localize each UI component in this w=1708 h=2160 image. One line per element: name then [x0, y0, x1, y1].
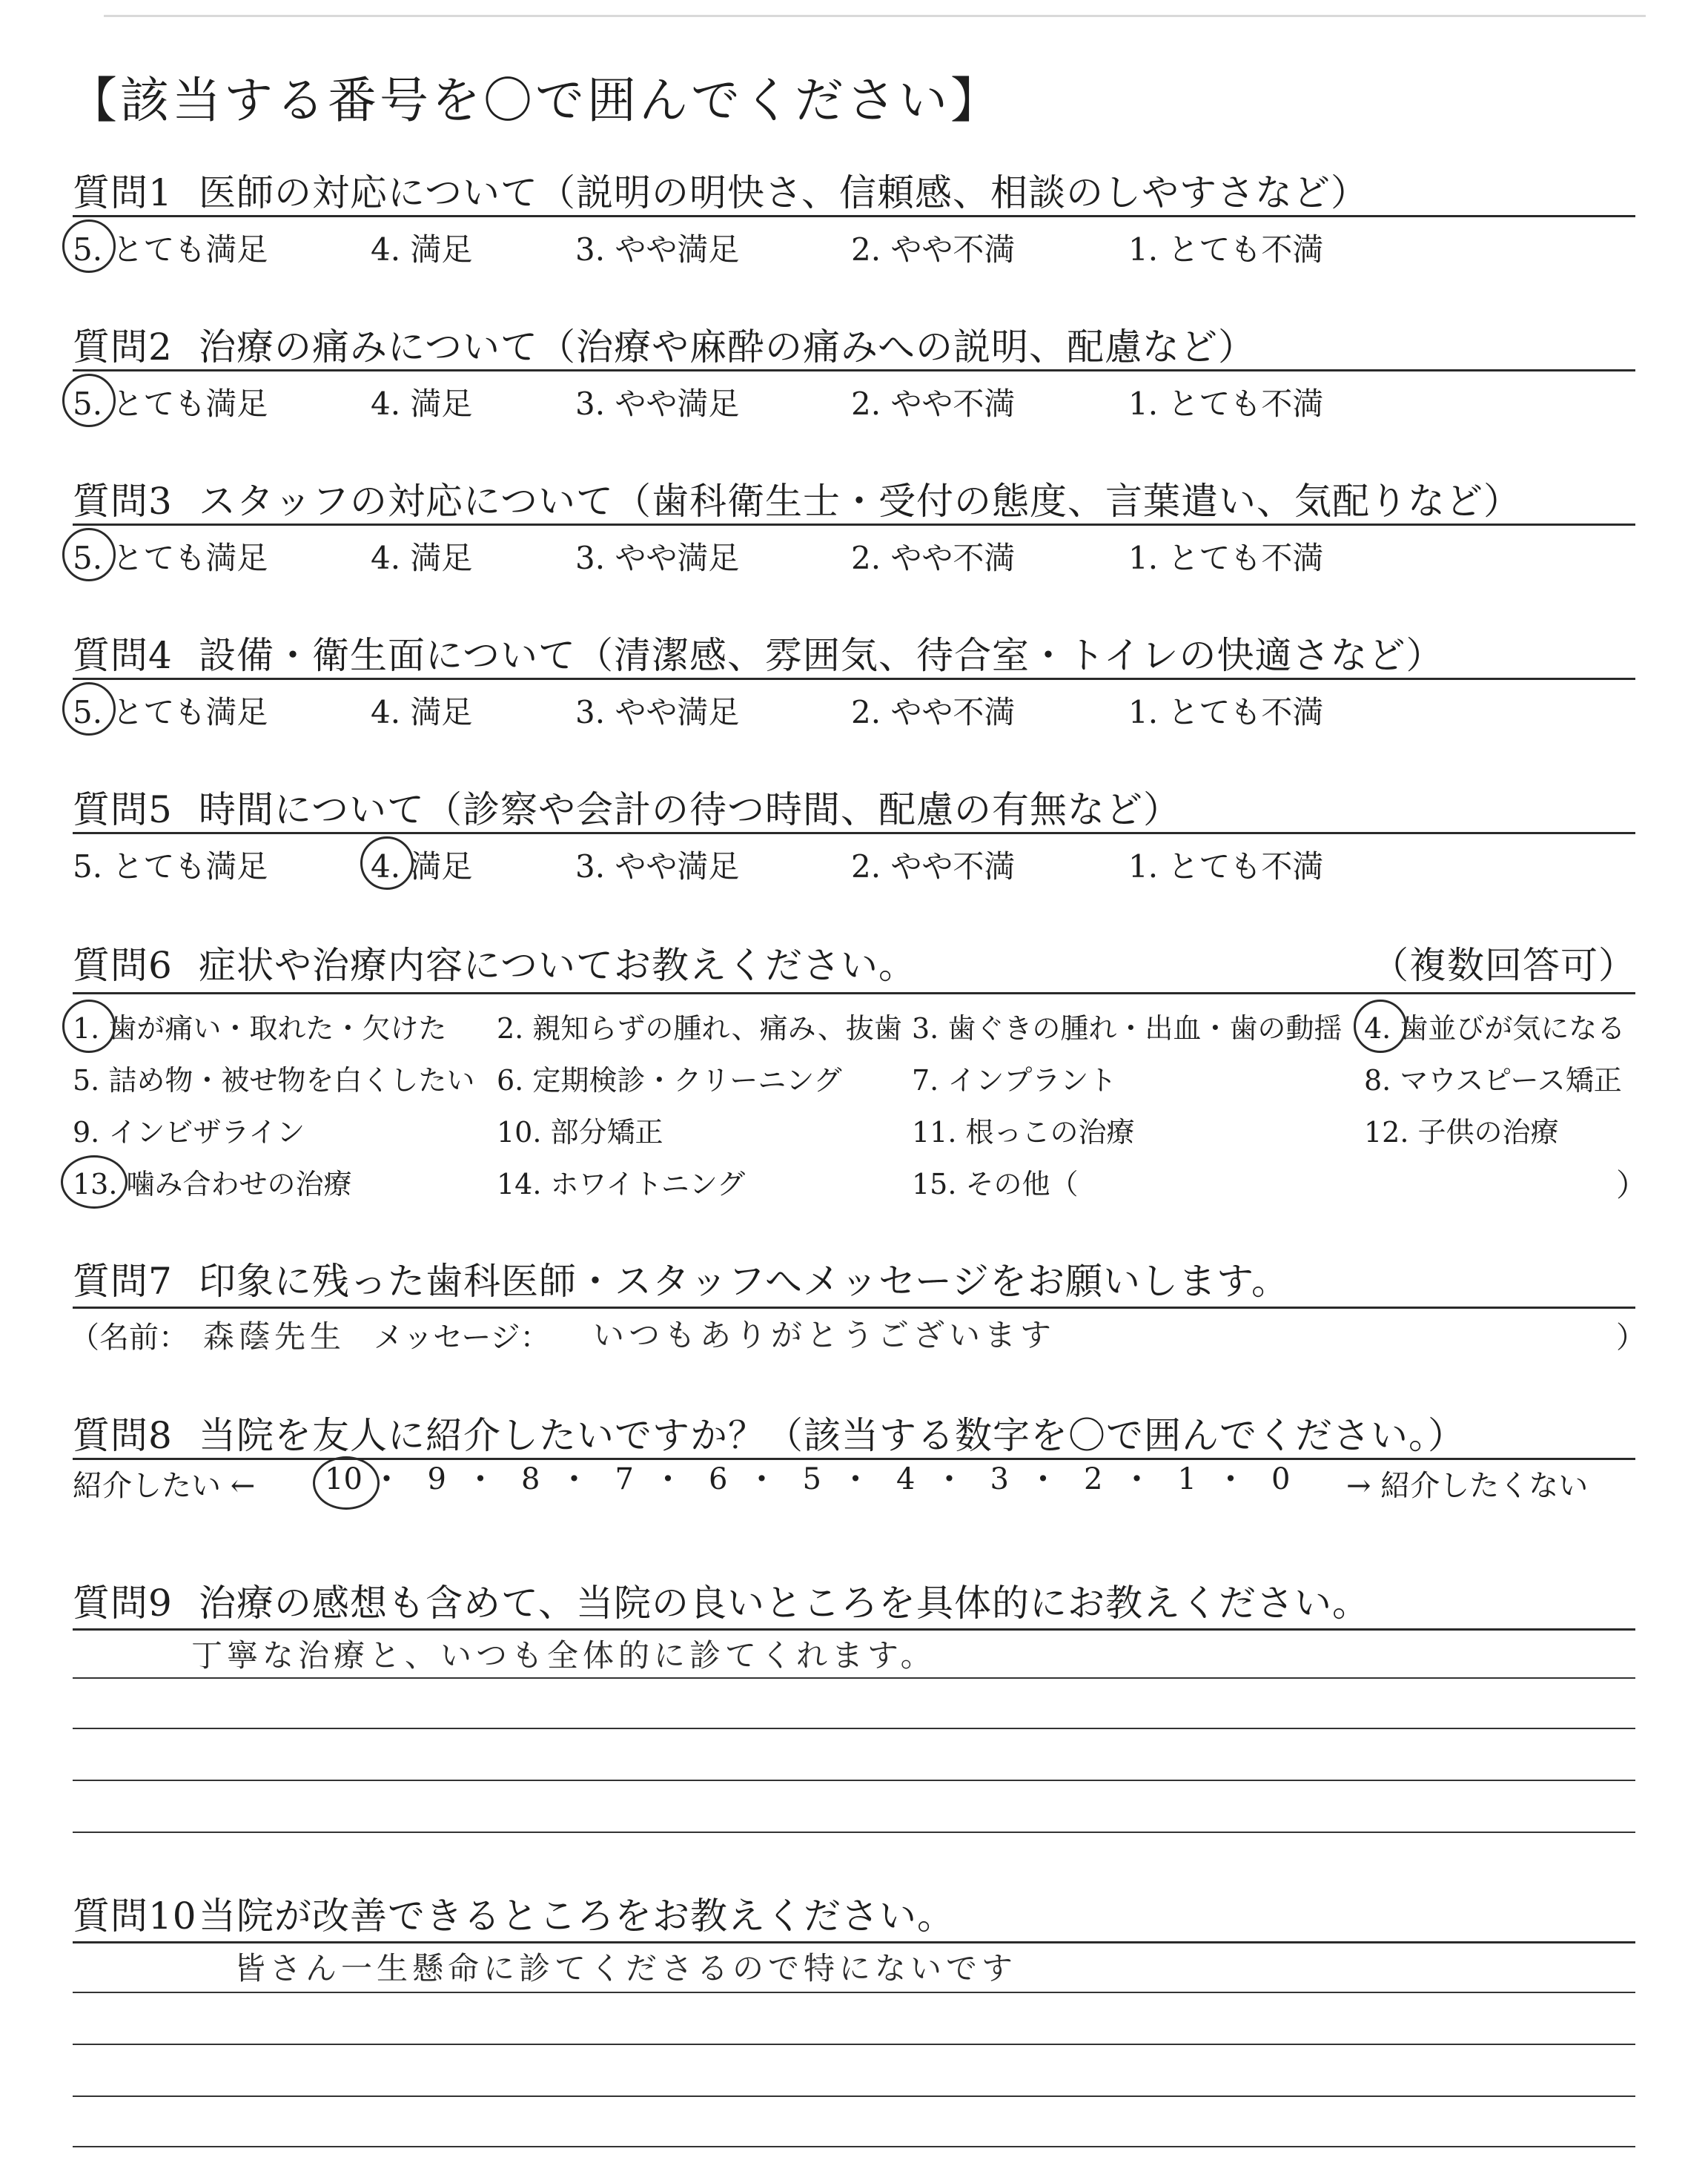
rating-option[interactable]: 4. 満足 — [371, 540, 473, 576]
rating-option[interactable]: 1. とても不満 — [1128, 848, 1324, 885]
symptom-option[interactable]: 5. 詰め物・被せ物を白くしたい — [73, 1064, 475, 1097]
page-heading: 【該当する番号を〇で囲んでください】 — [68, 72, 1002, 129]
question-number: 質問9 — [73, 1582, 173, 1625]
multiple-answer-note: （複数回答可） — [1371, 944, 1636, 987]
question-text: 時間について（診察や会計の待つ時間、配慮の有無など） — [199, 788, 1181, 831]
question-5-options — [73, 842, 1635, 887]
question-number: 質問7 — [73, 1260, 173, 1303]
recommend-value[interactable]: 1 — [1177, 1462, 1196, 1496]
rating-option-selected[interactable]: 4. 満足 — [371, 842, 472, 887]
rating-option[interactable]: 2. やや不満 — [851, 540, 1016, 576]
question-2-rule — [73, 369, 1635, 371]
rating-option[interactable]: 2. やや不満 — [851, 848, 1016, 885]
recommend-right-label: → 紹介したくない — [1346, 1469, 1589, 1503]
recommend-value[interactable]: 4 — [896, 1462, 916, 1496]
rating-option[interactable]: 3. やや満足 — [575, 694, 740, 730]
symptom-option-selected[interactable]: 13. 噛み合わせの治療 — [73, 1161, 352, 1202]
scale-separator-dot: • — [1036, 1467, 1050, 1491]
question-3-rule — [73, 524, 1635, 526]
question-5-title — [73, 780, 1181, 833]
symptom-option-selected[interactable]: 1. 歯が痛い・取れた・欠けた — [73, 1005, 446, 1046]
recommend-value[interactable]: 2 — [1084, 1462, 1103, 1496]
symptom-option[interactable]: 9. インビザライン — [73, 1116, 305, 1149]
question-7-rule — [73, 1307, 1635, 1309]
rating-option[interactable]: 1. とても不満 — [1128, 694, 1324, 730]
symptom-option[interactable]: 10. 部分矯正 — [497, 1116, 663, 1149]
scale-separator-dot: • — [380, 1467, 393, 1491]
symptom-option[interactable]: 8. マウスピース矯正 — [1364, 1064, 1622, 1097]
question-text: 当院が改善できるところをお教えください。 — [199, 1895, 955, 1938]
answer-line — [73, 2146, 1635, 2147]
question-text: 治療の痛みについて（治療や麻酔の痛みへの説明、配慮など） — [199, 326, 1256, 369]
answer-line — [73, 1780, 1635, 1781]
question-6-title — [73, 936, 916, 989]
answer-line — [73, 1832, 1635, 1833]
question-text: 印象に残った歯科医師・スタッフへメッセージをお願いします。 — [199, 1260, 1289, 1303]
symptom-option[interactable]: 12. 子供の治療 — [1364, 1116, 1559, 1149]
rating-option[interactable]: 2. やや不満 — [851, 231, 1016, 268]
rating-option[interactable]: 5. とても満足 — [73, 848, 268, 885]
recommend-value[interactable]: 9 — [427, 1462, 446, 1496]
symptom-option[interactable]: 6. 定期検診・クリーニング — [497, 1064, 842, 1097]
question-4-title — [73, 626, 1444, 679]
rating-option[interactable]: 4. 満足 — [371, 386, 473, 422]
message-close-paren: ） — [1616, 1321, 1646, 1355]
recommend-scale — [73, 1462, 1635, 1507]
question-2-title — [73, 317, 1256, 371]
answer-line — [73, 1992, 1635, 1993]
question-1-rule — [73, 215, 1635, 217]
answer-line — [73, 1728, 1635, 1729]
recommend-value-selected[interactable]: 10 — [325, 1462, 363, 1496]
symptom-option[interactable]: 2. 親知らずの腫れ、痛み、抜歯 — [497, 1012, 902, 1045]
question-2-options — [73, 380, 1635, 424]
question-number: 質問8 — [73, 1414, 173, 1457]
recommend-value[interactable]: 5 — [802, 1462, 821, 1496]
question-number: 質問6 — [73, 944, 173, 987]
recommend-value[interactable]: 6 — [709, 1462, 728, 1496]
rating-option[interactable]: 1. とても不満 — [1128, 386, 1324, 422]
rating-option-selected[interactable]: 5. とても満足 — [73, 225, 268, 270]
scale-separator-dot: • — [661, 1467, 675, 1491]
recommend-value[interactable]: 8 — [521, 1462, 540, 1496]
scan-edge-line — [104, 15, 1646, 17]
name-handwritten: 森蔭先生 — [203, 1318, 346, 1355]
message-handwritten: いつもありがとうございます — [593, 1317, 1056, 1353]
question-number: 質問4 — [73, 634, 173, 677]
question-4-options — [73, 688, 1635, 733]
question-number: 質問2 — [73, 326, 173, 369]
question-text: 治療の感想も含めて、当院の良いところを具体的にお教えください。 — [199, 1582, 1370, 1625]
scale-separator-dot: • — [568, 1467, 580, 1491]
message-label: メッセージ： — [374, 1321, 550, 1355]
rating-option[interactable]: 2. やや不満 — [851, 694, 1016, 730]
symptom-option[interactable]: 11. 根っこの治療 — [912, 1116, 1135, 1149]
q10-handwritten-answer: 皆さん一生懸命に診てくださるので特にないです — [234, 1950, 1018, 1986]
symptom-option[interactable]: 7. インプラント — [912, 1064, 1117, 1097]
question-number: 質問5 — [73, 788, 173, 831]
question-9-title — [73, 1573, 1370, 1627]
question-7-title — [73, 1252, 1289, 1305]
question-6-rule — [73, 992, 1635, 994]
rating-option[interactable]: 3. やや満足 — [575, 386, 740, 422]
scale-separator-dot: • — [1131, 1467, 1143, 1491]
scale-separator-dot: • — [474, 1467, 487, 1491]
answer-line — [73, 2044, 1635, 2045]
rating-option-selected[interactable]: 5. とても満足 — [73, 688, 268, 733]
question-number: 質問1 — [73, 171, 173, 214]
question-text: スタッフの対応について（歯科衛生士・受付の態度、言葉遣い、気配りなど） — [199, 480, 1521, 523]
question-number: 質問3 — [73, 480, 173, 523]
recommend-value[interactable]: 3 — [990, 1462, 1009, 1496]
symptom-option-selected[interactable]: 4. 歯並びが気になる — [1364, 1005, 1625, 1046]
scale-separator-dot: • — [755, 1467, 768, 1491]
recommend-left-label: 紹介したい ← — [73, 1469, 256, 1503]
question-text: 当院を友人に紹介したいですか？（該当する数字を〇で囲んでください。） — [199, 1414, 1466, 1457]
scale-separator-dot: • — [1224, 1467, 1237, 1491]
symptom-option[interactable]: 15. その他（ — [912, 1168, 1079, 1200]
question-10-rule — [73, 1941, 1635, 1943]
question-1-title — [73, 163, 1368, 217]
question-number: 質問10 — [73, 1895, 197, 1938]
question-text: 医師の対応について（説明の明快さ、信頼感、相談のしやすさなど） — [199, 171, 1368, 214]
name-label: （名前： — [70, 1321, 188, 1355]
question-text: 症状や治療内容についてお教えください。 — [199, 944, 916, 987]
other-close-paren: ） — [1616, 1167, 1648, 1203]
rating-option[interactable]: 1. とても不満 — [1128, 231, 1324, 268]
rating-option[interactable]: 4. 満足 — [371, 231, 473, 268]
question-3-title — [73, 472, 1521, 525]
rating-option[interactable]: 2. やや不満 — [851, 386, 1016, 422]
rating-option[interactable]: 4. 満足 — [371, 694, 473, 730]
question-text: 設備・衛生面について（清潔感、雰囲気、待合室・トイレの快適さなど） — [199, 634, 1444, 677]
q9-handwritten-answer: 丁寧な治療と、いつも全体的に診てくれます。 — [191, 1637, 936, 1674]
recommend-value[interactable]: 0 — [1271, 1462, 1291, 1496]
rating-option[interactable]: 3. やや満足 — [575, 231, 740, 268]
rating-option[interactable]: 3. やや満足 — [575, 848, 740, 885]
recommend-value[interactable]: 7 — [615, 1462, 634, 1496]
rating-option-selected[interactable]: 5. とても満足 — [73, 534, 268, 578]
question-8-title — [73, 1406, 1466, 1459]
answer-line — [73, 1677, 1635, 1679]
question-8-rule — [73, 1458, 1635, 1460]
question-5-rule — [73, 832, 1635, 834]
question-4-rule — [73, 678, 1635, 680]
question-10-title — [73, 1886, 955, 1940]
question-1-options — [73, 225, 1635, 270]
scale-separator-dot: • — [849, 1467, 862, 1491]
symptom-option[interactable]: 14. ホワイトニング — [497, 1168, 746, 1200]
question-3-options — [73, 534, 1635, 578]
symptom-option[interactable]: 3. 歯ぐきの腫れ・出血・歯の動揺 — [912, 1012, 1343, 1045]
question-9-rule — [73, 1628, 1635, 1631]
scale-separator-dot: • — [943, 1467, 956, 1491]
rating-option-selected[interactable]: 5. とても満足 — [73, 380, 268, 424]
rating-option[interactable]: 1. とても不満 — [1128, 540, 1324, 576]
rating-option[interactable]: 3. やや満足 — [575, 540, 740, 576]
answer-line — [73, 2095, 1635, 2097]
